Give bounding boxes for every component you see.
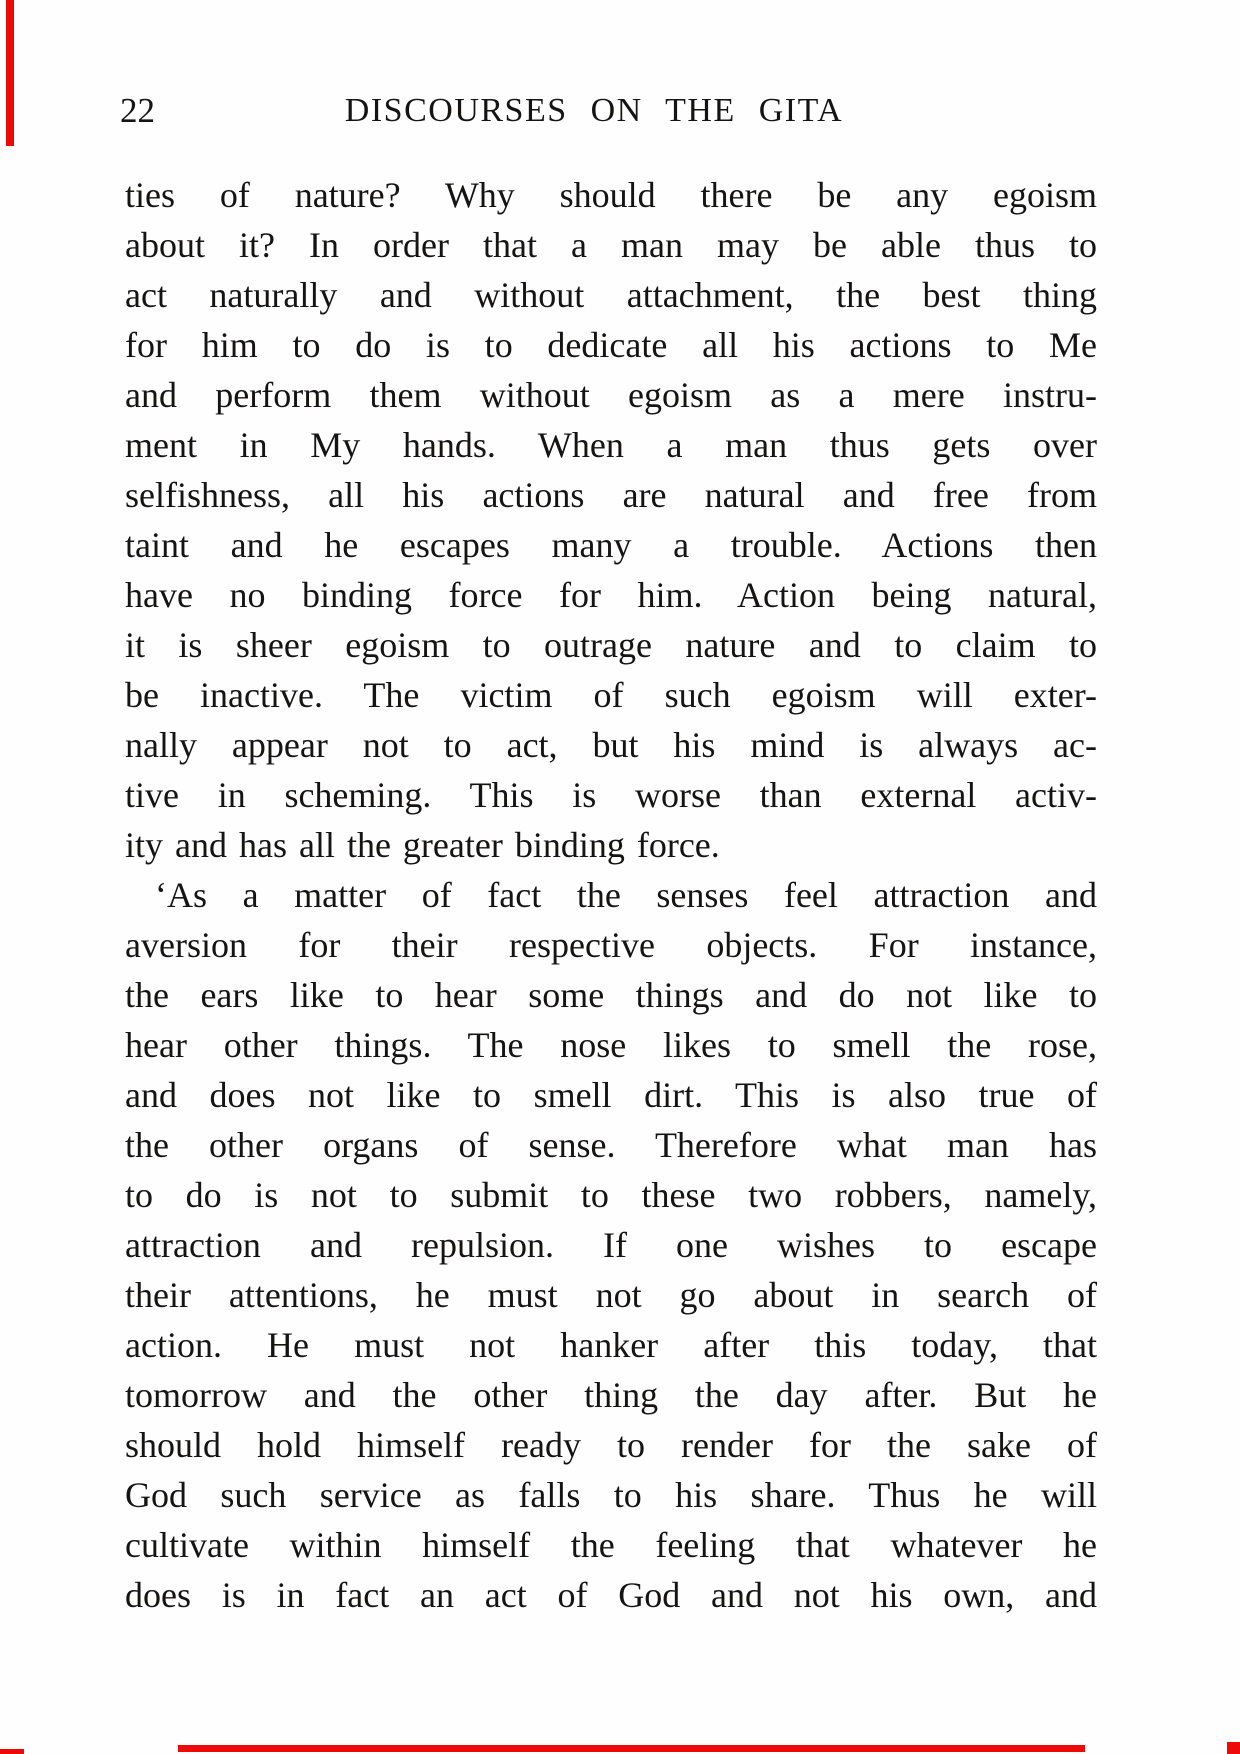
text-line: be inactive. The victim of such egoism will exter- <box>125 675 1097 715</box>
text-line: and perform them without egoism as a mere instru- <box>125 375 1097 415</box>
red-scan-mark-bottom-left <box>0 1749 24 1754</box>
text-line: the ears like to hear some things and do not like to <box>125 975 1097 1015</box>
text-line: God such service as falls to his share. Thus he will <box>125 1475 1097 1515</box>
text-line: act naturally and without attachment, the best thing <box>125 275 1097 315</box>
text-line: ties of nature? Why should there be any egoism <box>125 175 1097 215</box>
text-line: the other organs of sense. Therefore what man has <box>125 1125 1097 1165</box>
text-line: action. He must not hanker after this today, that <box>125 1325 1097 1365</box>
text-line: ment in My hands. When a man thus gets over <box>125 425 1097 465</box>
page-header <box>0 93 1240 135</box>
text-line: tive in scheming. This is worse than external activ- <box>125 775 1097 815</box>
page-number: 22 <box>120 91 155 130</box>
text-line: does is in fact an act of God and not his own, and <box>125 1575 1097 1615</box>
text-line: it is sheer egoism to outrage nature and to claim to <box>125 625 1097 665</box>
text-line: ity and has all the greater binding force. <box>125 825 720 865</box>
text-line: and does not like to smell dirt. This is also true of <box>125 1075 1097 1115</box>
text-line: hear other things. The nose likes to smell the rose, <box>125 1025 1097 1065</box>
text-line: nally appear not to act, but his mind is always ac- <box>125 725 1097 765</box>
body-text <box>125 170 1097 1620</box>
red-scan-mark-bottom-line <box>178 1745 1085 1752</box>
text-line: about it? In order that a man may be able thus to <box>125 225 1097 265</box>
text-line: taint and he escapes many a trouble. Actions then <box>125 525 1097 565</box>
text-line: should hold himself ready to render for the sake of <box>125 1425 1097 1465</box>
text-line: tomorrow and the other thing the day after. But he <box>125 1375 1097 1415</box>
text-line: for him to do is to dedicate all his actions to Me <box>125 325 1097 365</box>
text-line: aversion for their respective objects. For instance, <box>125 925 1097 965</box>
text-line: attraction and repulsion. If one wishes to escape <box>125 1225 1097 1265</box>
running-title: DISCOURSES ON THE GITA <box>344 92 844 129</box>
red-scan-mark-bottom-right <box>1227 1742 1240 1754</box>
text-line: ‘As a matter of fact the senses feel attraction and <box>155 875 1097 915</box>
paragraph-1 <box>125 170 1097 870</box>
text-line: have no binding force for him. Action being natural, <box>125 575 1097 615</box>
text-line: their attentions, he must not go about in search of <box>125 1275 1097 1315</box>
paragraph-2 <box>125 870 1097 1620</box>
text-line: to do is not to submit to these two robbers, namely, <box>125 1175 1097 1215</box>
text-line: selfishness, all his actions are natural and free from <box>125 475 1097 515</box>
text-line: cultivate within himself the feeling that whatever he <box>125 1525 1097 1565</box>
